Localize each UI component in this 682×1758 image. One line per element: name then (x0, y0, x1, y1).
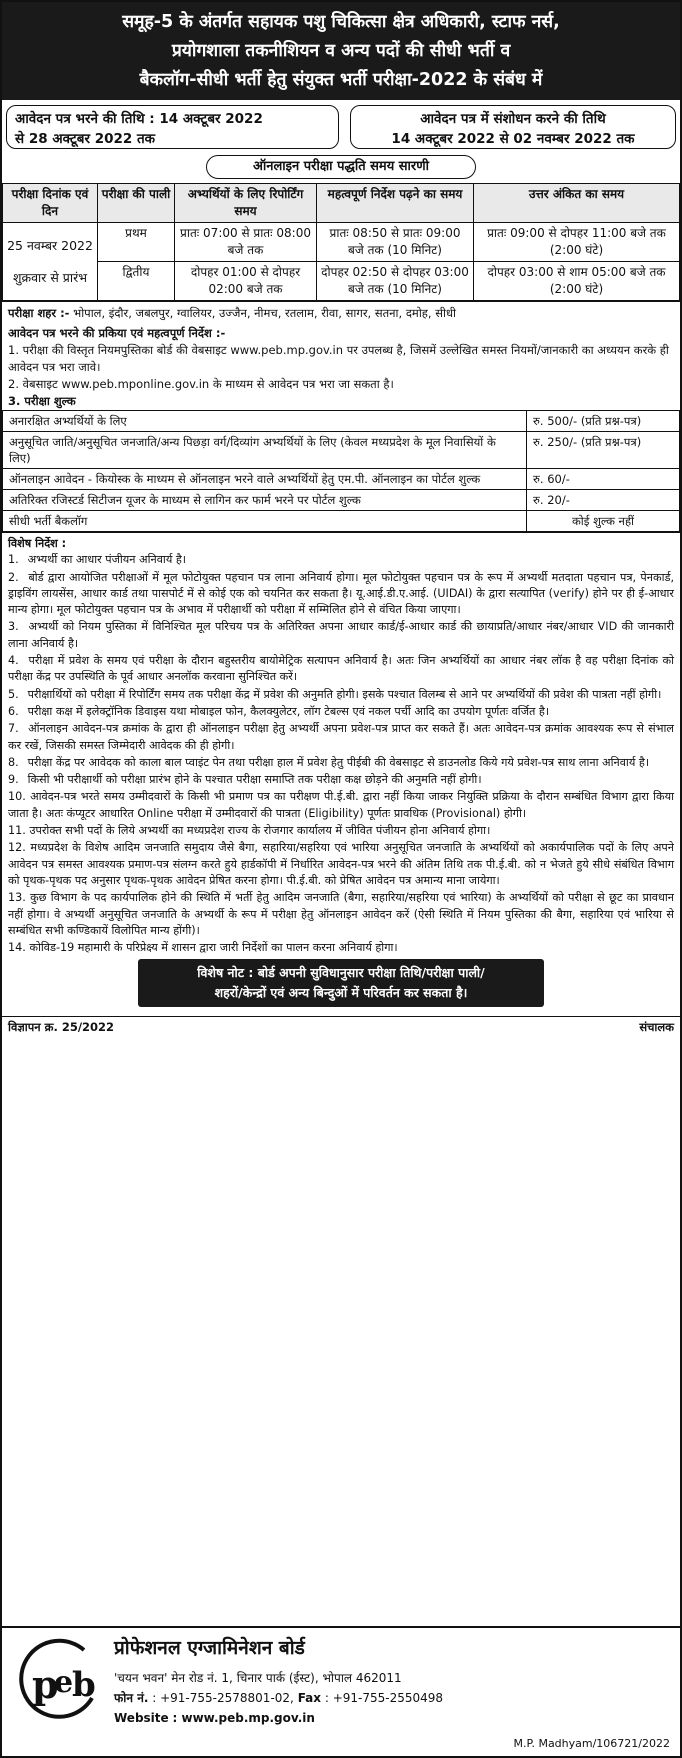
fee-label: ऑनलाइन आवेदन - कियोस्क के माध्यम से ऑनलाइन भरने वाले अभ्यर्थियों हेतु एम.पी. ऑनलाइन का पोर्टल शुल्क (3, 469, 527, 490)
fee-amount: रु. 500/- (प्रति प्रश्न-पत्र) (527, 411, 680, 432)
fee-row (3, 411, 680, 432)
board-contact (114, 1668, 443, 1728)
notice-header (2, 2, 680, 100)
advertisement-row (2, 1016, 680, 1038)
release-code: M.P. Madhyam/106721/2022 (513, 1737, 670, 1750)
fee-row (3, 490, 680, 511)
schedule-row (3, 262, 680, 301)
special-note-line-2: शहरों/केन्द्रों एवं अन्य बिन्दुओं में परिवर्तन कर सकता है। (214, 985, 468, 1001)
exam-cities (2, 301, 680, 325)
board-phone-fax (114, 1688, 443, 1708)
exam-date: 25 नवम्बर 2022 (7, 237, 93, 253)
special-heading: विशेष निर्देश : (8, 537, 67, 550)
fee-table (2, 410, 680, 532)
process-item: 1. परीक्षा की विस्तृत नियमपुस्तिका बोर्ड की वेबसाइट www.peb.mp.gov.in पर उपलब्ध है, जिसमें उल्लेखित समस्त नियमों/जानकारी का अध्ययन करके ही आवेदन पत्र भरा जावे। (8, 343, 669, 374)
exam-day: शुक्रवार से प्रारंभ (12, 269, 88, 285)
board-website-row (114, 1708, 443, 1728)
fee-row (3, 432, 680, 469)
application-date-line-1: आवेदन पत्र भरने की तिथि : 14 अक्टूबर 2022 (15, 111, 263, 127)
advertisement-number: विज्ञापन क्र. 25/2022 (8, 1020, 115, 1035)
fax-number: : +91-755-2550498 (324, 1691, 444, 1705)
fee-row (3, 511, 680, 532)
exam-cities-list: भोपाल, इंदौर, जबलपुर, ग्वालियर, उज्जैन, नीमच, रतलाम, रीवा, सागर, सतना, दमोह, सीधी (73, 306, 457, 320)
application-date-line-2: से 28 अक्टूबर 2022 तक (15, 131, 156, 147)
modification-date-line-1: आवेदन पत्र में संशोधन करने की तिथि (420, 111, 606, 127)
special-item: 7. ऑनलाइन आवेदन-पत्र क्रमांक के द्वारा ही ऑनलाइन परीक्षा हेतु अभ्यर्थी अपना प्रवेश-पत्र प्राप्त कर सकते हैं। अतः आवेदन-पत्र क्रमांक आवश्यक रूप से संभाल कर रखें, जिसकी समस्त जिम्मेदारी आवेदक की ही होगी। (8, 722, 674, 752)
svg-text:b: b (72, 1665, 96, 1705)
schedule-header: परीक्षा दिनांक एवं दिन (3, 184, 98, 223)
special-item: 14. कोविड-19 महामारी के परिप्रेक्ष्य में शासन द्वारा जारी निर्देशों का पालन करना अनिवार्य होगा। (8, 941, 398, 955)
special-instructions (2, 532, 680, 1016)
schedule-header-row (3, 184, 680, 223)
signatory: संचालक (639, 1020, 674, 1035)
fee-amount: रु. 20/- (527, 490, 680, 511)
phone-label: फोन नं. (114, 1691, 149, 1705)
board-name: प्रोफेशनल एग्जामिनेशन बोर्ड (114, 1637, 305, 1659)
fee-label: सीधी भर्ती बैकलॉग (3, 511, 527, 532)
special-item: 9. किसी भी परीक्षार्थी को परीक्षा प्रारंभ होने के पश्चात परीक्षा समाप्ति तक परीक्षा कक्ष छोड़ने की अनुमति नहीं होगी। (8, 773, 482, 787)
special-note-line-1: विशेष नोट : बोर्ड अपनी सुविधानुसार परीक्षा तिथि/परीक्षा पाली/ (197, 965, 485, 981)
peb-logo-icon (14, 1636, 104, 1726)
reading-time-cell: दोपहर 02:50 से दोपहर 03:00 बजे तक (10 मिनिट) (317, 262, 474, 301)
fee-amount: रु. 60/- (527, 469, 680, 490)
schedule-header: महत्वपूर्ण निर्देश पढ़ने का समय (317, 184, 474, 223)
answer-time-cell: दोपहर 03:00 से शाम 05:00 बजे तक (2:00 घंटे) (474, 262, 680, 301)
schedule-header: अभ्यर्थियों के लिए रिपोर्टिंग समय (175, 184, 317, 223)
schedule-row (3, 223, 680, 262)
process-item: 2. वेबसाइट www.peb.mponline.gov.in के माध्यम से आवेदन पत्र भरा जा सकता है। (8, 377, 394, 391)
special-item: 5. परीक्षार्थियों को परीक्षा में रिपोर्टिंग समय तक परीक्षा केंद्र में प्रवेश की अनुमति होगी। इसके पश्चात विलम्ब से आने पर अभ्यर्थियों की प्रवेश की पात्रता नहीं होगी। (8, 687, 662, 701)
exam-cities-label: परीक्षा शहर :- (8, 306, 70, 320)
date-boxes (2, 100, 680, 149)
modification-date-box (350, 105, 676, 149)
fee-label: अनारक्षित अभ्यर्थियों के लिए (3, 411, 527, 432)
answer-time-cell: प्रातः 09:00 से दोपहर 11:00 बजे तक (2:00 घंटे) (474, 223, 680, 262)
application-date-box (6, 105, 339, 149)
fax-label: Fax (297, 1691, 322, 1705)
board-address: 'चयन भवन' मेन रोड नं. 1, चिनार पार्क (ईस्ट), भोपाल 462011 (114, 1671, 402, 1685)
website-link[interactable]: : www.peb.mp.gov.in (172, 1711, 315, 1725)
shift-cell: प्रथम (98, 223, 175, 262)
special-item: 13. कुछ विभाग के पद कार्यपालिक होने की स्थिति में भर्ती हेतु आदिम जनजाति (बैगा, सहारिया/सहरिया एवं भारिया) के अभ्यर्थियों को परीक्षा से छूट का प्रावधान नहीं होगा। वे अभ्यर्थी अनुसूचित जनजाति के अभ्यर्थी के रूप में परीक्षा हेतु ऑनलाइन आवेदन करें (ऐसी स्थिति में नियम पुस्तिका की बैगा, सहारिया एवं भारिया से सम्बंधित सभी कण्डिकायें विलोपित मान्य होंगी)। (8, 891, 675, 937)
exam-date-cell (3, 223, 98, 301)
shift-cell: द्वितीय (98, 262, 175, 301)
website-label: Website (114, 1711, 169, 1725)
fee-amount: कोई शुल्क नहीं (527, 511, 680, 532)
special-item: 3. अभ्यर्थी को नियम पुस्तिका में विनिश्चित मूल परिचय पत्र के अतिरिक्त अपना आधार कार्ड/ई-आधार कार्ड की छायाप्रति/आधार नंबर/आधार VID की जानकारी लाना अनिवार्य है। (8, 620, 674, 650)
fee-row (3, 469, 680, 490)
special-item: 2. बोर्ड द्वारा आयोजित परीक्षाओं में मूल फोटोयुक्त पहचान पत्र लाना अनिवार्य होगा। मूल फोटोयुक्त पहचान पत्र के रूप में अभ्यर्थी मतदाता पहचान पत्र, पेनकार्ड, ड्राइविंग लायसेंस, आधार कार्ड तथा पासपोर्ट में से कोई एक को चयनित कर सकता है। यू.आई.डी.ए.आई. (UIDAI) के द्वारा सत्यापित (verify) होने पर ही ई-आधार मान्य होगा। मूल फोटोयुक्त पहचान पत्र के अभाव में परीक्षार्थी को परीक्षा में सम्मिलित होने से वंचित किया जाएगा। (8, 570, 675, 617)
modification-date-line-2: 14 अक्टूबर 2022 से 02 नवम्बर 2022 तक (391, 131, 635, 147)
board-footer (2, 1626, 680, 1756)
special-item: 11. उपरोक्त सभी पदों के लिये अभ्यर्थी का मध्यप्रदेश राज्य के रोजगार कार्यालय में जीवित पंजीयन होना अनिवार्य होगा। (8, 824, 491, 838)
special-item: 10. आवेदन-पत्र भरते समय उम्मीदवारों के किसी भी प्रमाण पत्र का परीक्षण पी.ई.बी. द्वारा नहीं किया जाकर नियुक्ति प्रक्रिया के दौरान सम्बंधित विभाग द्वारा किया जाता है। अतः कंप्यूटर आधारित Online परीक्षा में उम्मीदवारों की पात्रता (Eligibility) पूर्णतः प्रावधिक (Provisional) होगी। (8, 790, 675, 820)
process-section (2, 325, 680, 410)
schedule-table (2, 183, 680, 301)
process-heading: आवेदन पत्र भरने की प्रकिया एवं महत्वपूर्ण निर्देश :- (8, 326, 226, 340)
process-item: 3. परीक्षा शुल्क (8, 394, 76, 408)
header-line-3: बैकलॉग-सीधी भर्ती हेतु संयुक्त भर्ती परीक्षा-2022 के संबंध में (139, 70, 543, 90)
special-note (138, 959, 544, 1007)
special-item: 12. मध्यप्रदेश के विशेष आदिम जनजाति समुदाय जैसे बैगा, सहारिया/सहरिया एवं भारिया अनुसूचित जनजाति के अभ्यर्थियों को अकार्यपालिक पदों के लिए अपने आवेदन पत्र समस्त आवश्यक प्रमाण-पत्र संलग्न करते हुये हार्डकॉपी में निर्धारित आवेदन-पत्र भरने की अंतिम तिथि तक पी.ई.बी. को न भेजते हुये सीधे संबंधित विभाग को पृथक-पृथक पद अनुसार पृथक-पृथक आवेदन प्रेषित करना होगा। पी.ई.बी. को प्रेषित आवेदन पत्र अमान्य माना जायेगा। (8, 841, 675, 887)
special-list (8, 552, 674, 956)
reading-time-cell: प्रातः 08:50 से प्रातः 09:00 बजे तक (10 मिनिट) (317, 223, 474, 262)
schedule-header: परीक्षा की पाली (98, 184, 175, 223)
schedule-title: ऑनलाइन परीक्षा पद्धति समय सारणी (206, 155, 476, 179)
header-line-1: समूह-5 के अंतर्गत सहायक पशु चिकित्सा क्षेत्र अधिकारी, स्टाफ नर्स, (122, 12, 560, 32)
special-item: 6. परीक्षा कक्ष में इलेक्ट्रॉनिक डिवाइस यथा मोबाइल फोन, कैलक्युलेटर, लॉग टेबल्स एवं नकल पर्ची आदि का उपयोग पूर्णतः वर्जित है। (8, 704, 550, 718)
fee-amount: रु. 250/- (प्रति प्रश्न-पत्र) (527, 432, 680, 469)
header-line-2: प्रयोगशाला तकनीशियन व अन्य पदों की सीधी भर्ती व (171, 41, 511, 61)
fee-label: अनुसूचित जाति/अनुसूचित जनजाति/अन्य पिछड़ा वर्ग/दिव्यांग अभ्यर्थियों के लिए (केवल मध्यप्रदेश के मूल निवासियों के लिए) (3, 432, 527, 469)
svg-text:p: p (32, 1662, 59, 1707)
special-item: 4. परीक्षा में प्रवेश के समय एवं परीक्षा के दौरान बहुस्तरीय बायोमेट्रिक सत्यापन अनिवार्य है। अतः जिन अभ्यर्थियों का आधार नंबर लॉक है वह परीक्षा दिनांक को परीक्षा केंद्र पर उपस्थिति के पूर्व आधार अनलॉक करवाना सुनिश्चित करें। (8, 654, 674, 684)
phone-number: : +91-755-2578801-02, (152, 1691, 294, 1705)
special-item: 1. अभ्यर्थी का आधार पंजीयन अनिवार्य है। (8, 553, 187, 567)
reporting-time-cell: दोपहर 01:00 से दोपहर 02:00 बजे तक (175, 262, 317, 301)
reporting-time-cell: प्रातः 07:00 से प्रातः 08:00 बजे तक (175, 223, 317, 262)
schedule-header: उत्तर अंकित का समय (474, 184, 680, 223)
special-item: 8. परीक्षा केंद्र पर आवेदक को काला बाल प्वाइंट पेन तथा परीक्षा हाल में प्रवेश हेतु पीईबी की वेबसाइट से डाउनलोड किये गये प्रवेश-पत्र साथ लाना अनिवार्य है। (8, 755, 650, 769)
fee-label: अतिरिक्त रजिस्टर्ड सिटीजन यूजर के माध्यम से लागिन कर फार्म भरने पर पोर्टल शुल्क (3, 490, 527, 511)
svg-text:e: e (54, 1665, 74, 1700)
